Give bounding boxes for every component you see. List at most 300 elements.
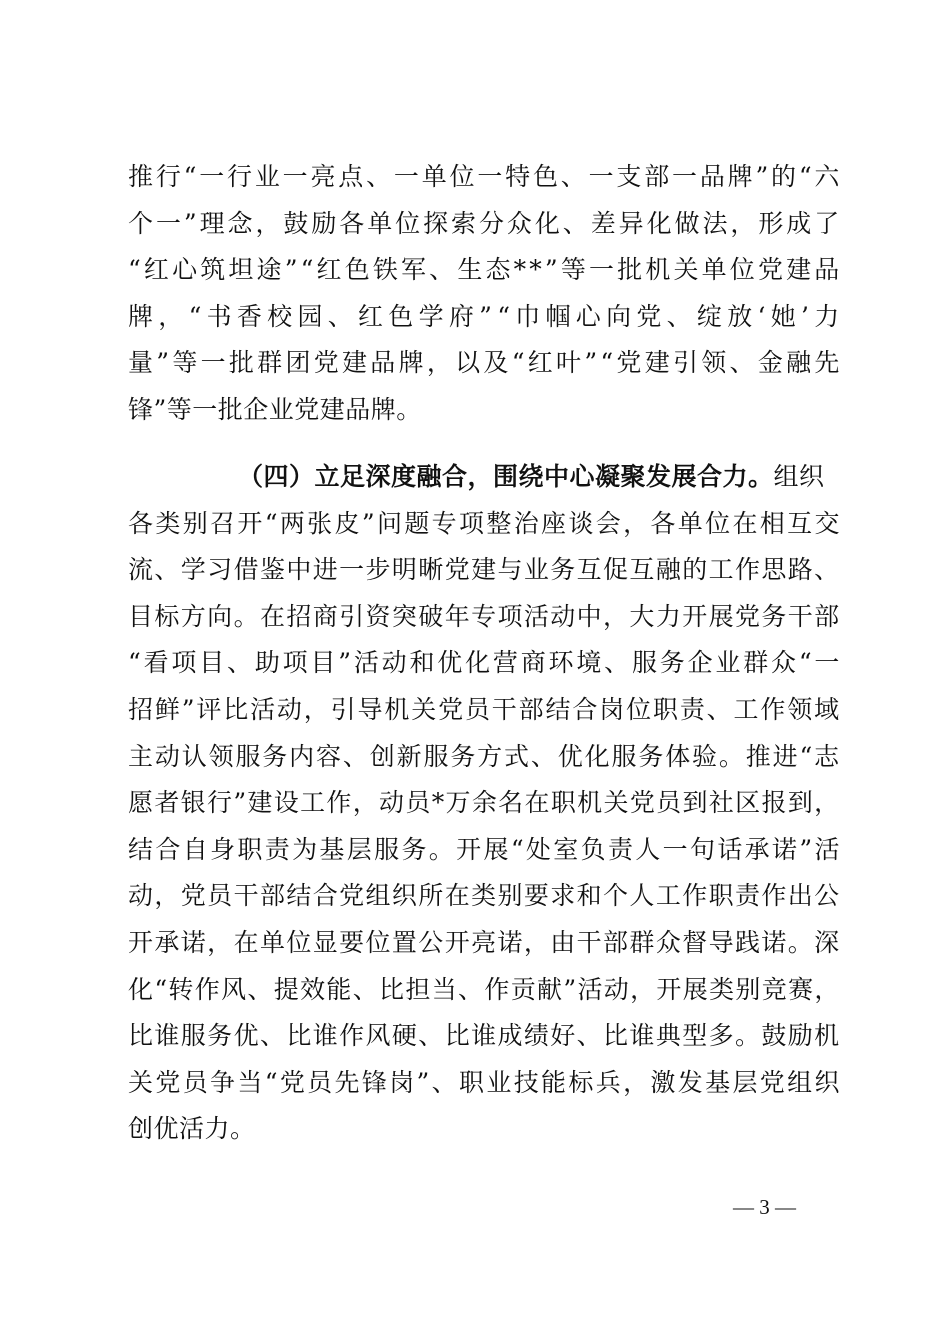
glyph: 诺: [761, 927, 787, 957]
glyph: 比: [286, 1021, 312, 1051]
glyph: 中: [576, 601, 603, 631]
glyph: 动: [379, 788, 405, 818]
glyph: 目: [199, 648, 225, 678]
glyph: 由: [550, 927, 576, 957]
glyph: 动: [603, 974, 630, 1004]
glyph: 别: [735, 974, 761, 1004]
glyph: 品: [699, 162, 726, 191]
glyph: 出: [787, 881, 814, 911]
glyph: 金: [757, 348, 784, 378]
glyph: 园: [297, 301, 323, 331]
glyph: ，: [603, 601, 629, 631]
glyph: 业: [486, 1067, 512, 1097]
glyph: 、: [342, 741, 369, 771]
glyph: ”: [755, 162, 769, 191]
glyph: 干: [576, 927, 603, 957]
glyph: 贡: [510, 974, 537, 1004]
glyph: 干: [233, 881, 260, 911]
glyph: 务: [401, 834, 427, 864]
glyph: 名: [498, 788, 524, 818]
text-line: [128, 827, 840, 874]
glyph: 人: [635, 834, 661, 864]
glyph: 践: [734, 927, 761, 957]
glyph: 各: [650, 508, 676, 538]
glyph: 商: [312, 601, 339, 631]
glyph: 相: [759, 508, 786, 538]
glyph: 鲜: [154, 694, 181, 724]
glyph: 座: [541, 508, 567, 538]
glyph: 能: [326, 974, 352, 1004]
glyph: 域: [814, 694, 840, 724]
glyph: 索: [451, 208, 477, 238]
glyph: 余: [471, 788, 498, 818]
glyph: 会: [595, 508, 622, 538]
glyph: 特: [505, 162, 531, 191]
glyph: 心: [575, 301, 602, 331]
glyph: 铁: [372, 255, 399, 285]
glyph: 员: [405, 788, 431, 818]
text-line: [128, 154, 840, 201]
text-line: [128, 201, 840, 248]
glyph: 合: [155, 834, 181, 864]
glyph: 一: [393, 162, 420, 191]
glyph: 职: [708, 881, 735, 911]
text-line: [128, 247, 840, 294]
glyph: 思: [761, 555, 787, 585]
glyph: 区: [735, 788, 761, 818]
glyph: 责: [734, 881, 761, 911]
glyph: 部: [644, 162, 670, 191]
glyph: 念: [227, 208, 254, 238]
glyph: 服: [423, 741, 449, 771]
text-line: [128, 780, 840, 827]
text-line: [128, 967, 840, 1014]
glyph: ”: [181, 694, 195, 724]
glyph: 评: [196, 694, 222, 724]
glyph: 服: [235, 741, 261, 771]
glyph: 环: [548, 648, 575, 678]
glyph: 品: [370, 348, 396, 378]
text-line: [128, 640, 840, 687]
glyph: 开: [128, 927, 154, 957]
glyph: 动: [154, 741, 181, 771]
glyph: 开: [456, 834, 482, 864]
glyph: 互: [576, 555, 603, 585]
glyph: “: [264, 508, 278, 538]
glyph: 各: [128, 508, 154, 538]
glyph: 处: [525, 834, 552, 864]
glyph: ”: [361, 508, 376, 538]
glyph: 向: [606, 301, 632, 331]
glyph: 结: [286, 881, 312, 911]
glyph: 党: [616, 348, 642, 378]
glyph: 支: [616, 162, 642, 191]
glyph: 绩: [523, 1021, 550, 1051]
glyph: 员: [307, 1067, 333, 1097]
glyph: 学: [418, 301, 445, 331]
glyph: 党: [279, 1067, 306, 1097]
glyph: 锋: [361, 1067, 388, 1097]
glyph: 部: [259, 881, 286, 911]
glyph: 岗: [389, 1067, 415, 1097]
glyph: 谁: [154, 1021, 180, 1051]
glyph: “: [264, 1067, 278, 1097]
glyph: 一: [339, 555, 365, 585]
glyph: 推: [128, 162, 154, 191]
glyph: 与: [497, 555, 523, 585]
glyph: 党: [636, 301, 662, 331]
glyph: 群: [257, 348, 283, 378]
glyph: 法: [702, 208, 728, 238]
glyph: 、: [429, 255, 455, 285]
glyph: 开: [237, 508, 263, 538]
glyph: 党: [734, 601, 761, 631]
glyph: 当: [237, 1067, 263, 1097]
glyph: 校: [267, 301, 293, 331]
glyph: 比: [603, 1021, 629, 1051]
glyph: 府: [448, 301, 475, 331]
glyph: 批: [228, 348, 255, 378]
glyph: “: [511, 348, 525, 378]
glyph: 结: [545, 694, 572, 724]
glyph: 竞: [761, 974, 788, 1004]
glyph: 、: [431, 1067, 458, 1097]
glyph: 一: [200, 348, 227, 378]
glyph: 人: [629, 881, 655, 911]
glyph: 员: [182, 1067, 209, 1097]
glyph: 项: [282, 648, 309, 678]
glyph: “: [300, 255, 314, 285]
glyph: 好: [550, 1021, 576, 1051]
glyph: ”: [156, 348, 170, 378]
glyph: 硬: [391, 1021, 418, 1051]
glyph: 员: [207, 881, 233, 911]
glyph: 活: [814, 834, 840, 864]
glyph: 晰: [418, 555, 444, 585]
glyph: 融: [655, 555, 682, 585]
glyph: 织: [814, 1067, 840, 1097]
glyph: 色: [388, 301, 414, 331]
glyph: 类: [471, 881, 497, 911]
glyph: “: [128, 648, 142, 678]
glyph: 先: [334, 1067, 361, 1097]
glyph: 典: [655, 1021, 682, 1051]
glyph: 商: [520, 648, 547, 678]
glyph: 步: [365, 555, 392, 585]
glyph: 和: [409, 648, 435, 678]
glyph: 互: [629, 555, 655, 585]
glyph: 风: [221, 974, 247, 1004]
glyph: 公: [814, 881, 840, 911]
glyph: 务: [638, 741, 664, 771]
glyph: 深: [814, 927, 840, 957]
glyph: 显: [312, 927, 339, 957]
glyph: 党: [444, 555, 471, 585]
glyph: 工: [655, 881, 682, 911]
glyph: 组: [365, 881, 392, 911]
glyph: 她: [770, 301, 797, 331]
glyph: 、: [666, 301, 693, 331]
glyph: 营: [492, 648, 519, 678]
glyph: 专: [431, 508, 458, 538]
text-line: [128, 547, 840, 594]
glyph: 党: [759, 1067, 786, 1097]
glyph: 途: [256, 255, 283, 285]
paragraph-integration: [128, 454, 840, 1153]
glyph: 牌: [128, 301, 154, 331]
glyph: 责: [679, 694, 706, 724]
glyph: 一: [589, 255, 615, 285]
text-line: [128, 294, 840, 341]
glyph: 党: [339, 881, 365, 911]
glyph: 在: [732, 508, 758, 538]
glyph: 导: [708, 927, 735, 957]
glyph: 引: [330, 694, 357, 724]
glyph: 党: [313, 348, 340, 378]
glyph: 务: [761, 601, 787, 631]
glyph: 员: [656, 788, 682, 818]
glyph: 服: [374, 834, 400, 864]
glyph: 品: [814, 255, 840, 285]
glyph: ，: [426, 348, 453, 378]
glyph: 活: [353, 648, 380, 678]
glyph: 互: [787, 508, 813, 538]
glyph: 领: [208, 741, 235, 771]
glyph: 点: [338, 162, 364, 191]
glyph: 引: [339, 601, 365, 631]
glyph: 、: [259, 1021, 286, 1051]
text-line-last: 创优活力。: [128, 1114, 256, 1144]
glyph: 六: [814, 162, 840, 191]
glyph: 为: [292, 834, 318, 864]
glyph: 职: [550, 788, 577, 818]
glyph: 红: [316, 255, 343, 285]
glyph: 鼓: [761, 1021, 787, 1051]
glyph: 红: [358, 301, 384, 331]
glyph: 单: [701, 255, 728, 285]
glyph: 、: [562, 208, 589, 238]
glyph: 展: [682, 974, 709, 1004]
glyph: 的: [682, 555, 708, 585]
glyph: 筑: [200, 255, 226, 285]
glyph: 关: [411, 694, 437, 724]
glyph: 展: [708, 601, 735, 631]
glyph: 动: [128, 881, 154, 911]
glyph: 问: [376, 508, 403, 538]
glyph: 作: [761, 881, 787, 911]
glyph: 向: [207, 601, 233, 631]
glyph: 治: [513, 508, 540, 538]
glyph: 组: [787, 1067, 813, 1097]
glyph: 求: [550, 881, 576, 911]
glyph: 成: [497, 1021, 523, 1051]
text-line: [128, 1060, 840, 1107]
glyph: 、: [706, 694, 733, 724]
glyph: 关: [603, 788, 629, 818]
glyph: 体: [665, 741, 691, 771]
glyph: ，: [814, 974, 840, 1004]
glyph: 。: [787, 927, 814, 957]
glyph: 亮: [471, 927, 497, 957]
glyph: ，: [158, 301, 184, 331]
glyph: 位: [705, 508, 731, 538]
glyph: 要: [339, 927, 365, 957]
glyph: “: [799, 741, 813, 771]
glyph: 发: [677, 1067, 704, 1097]
glyph: 。: [428, 834, 455, 864]
glyph: 话: [717, 834, 743, 864]
glyph: 破: [418, 601, 444, 631]
glyph: 分: [478, 208, 505, 238]
glyph: 作: [484, 974, 510, 1004]
glyph: 做: [674, 208, 701, 238]
glyph: ，: [623, 508, 649, 538]
glyph: 句: [689, 834, 716, 864]
glyph: 作: [194, 974, 221, 1004]
glyph: 学: [180, 555, 207, 585]
glyph: 红: [527, 348, 554, 378]
glyph: 置: [391, 927, 418, 957]
glyph: 、: [247, 974, 273, 1004]
glyph: 方: [477, 741, 503, 771]
glyph: ，: [154, 881, 180, 911]
glyph: 工: [733, 694, 760, 724]
glyph: ，: [207, 927, 233, 957]
glyph: 交: [814, 508, 840, 538]
glyph: 责: [264, 834, 291, 864]
glyph: 、: [327, 301, 354, 331]
glyph: 机: [814, 1021, 840, 1051]
glyph: 专: [471, 601, 497, 631]
glyph: 比: [223, 694, 249, 724]
glyph: 式: [504, 741, 530, 771]
glyph: 机: [577, 788, 603, 818]
glyph: 作: [682, 881, 708, 911]
glyph: “: [188, 301, 202, 331]
glyph: 党: [180, 881, 207, 911]
glyph: 银: [180, 788, 207, 818]
glyph: 流: [128, 555, 154, 585]
glyph: 项: [497, 601, 523, 631]
glyph: 帼: [545, 301, 572, 331]
glyph: ，: [630, 974, 656, 1004]
glyph: 题: [404, 508, 430, 538]
glyph: 心: [172, 255, 198, 285]
glyph: 化: [128, 974, 154, 1004]
glyph: 、: [352, 974, 379, 1004]
glyph: 报: [761, 788, 787, 818]
glyph: 务: [207, 1021, 233, 1051]
text-line: [128, 734, 840, 781]
glyph: “: [798, 648, 813, 678]
glyph: 合: [572, 694, 598, 724]
glyph: 。: [718, 741, 745, 771]
glyph: 众: [771, 648, 797, 678]
glyph: 、: [154, 555, 180, 585]
glyph: 、: [560, 162, 587, 191]
glyph: 、: [814, 555, 840, 585]
glyph: ”: [584, 348, 598, 378]
glyph: 务: [659, 648, 686, 678]
text-line-first: [128, 454, 840, 501]
glyph: 技: [513, 1067, 540, 1097]
text-line: [128, 594, 840, 641]
glyph: 巾: [515, 301, 541, 331]
glyph: 鼓: [283, 208, 309, 238]
glyph: 批: [617, 255, 643, 285]
glyph: “: [128, 255, 142, 285]
glyph: 开: [682, 601, 708, 631]
glyph: ”: [479, 301, 493, 331]
glyph: 励: [787, 1021, 814, 1051]
glyph: 类: [709, 974, 735, 1004]
glyph: 张: [307, 508, 333, 538]
text-line: [128, 920, 840, 967]
glyph: 进: [312, 555, 339, 585]
glyph: 、: [366, 162, 392, 191]
glyph: 的: [771, 162, 797, 191]
glyph: 位: [365, 927, 392, 957]
glyph: 务: [450, 741, 476, 771]
glyph: *: [431, 788, 445, 818]
glyph: 化: [534, 208, 561, 238]
glyph: 行: [155, 162, 182, 191]
glyph: 态: [485, 255, 511, 285]
glyph: 进: [772, 741, 799, 771]
glyph: 争: [210, 1067, 236, 1097]
glyph: 担: [405, 974, 431, 1004]
glyph: 多: [708, 1021, 735, 1051]
glyph: 位: [626, 694, 652, 724]
glyph: 比: [379, 974, 405, 1004]
glyph: ”: [233, 788, 247, 818]
glyph: 各: [339, 208, 365, 238]
glyph: ，: [730, 208, 756, 238]
glyph: 团: [285, 348, 311, 378]
text-line: [128, 340, 840, 387]
glyph: 资: [365, 601, 392, 631]
glyph: 承: [154, 927, 180, 957]
glyph: 层: [732, 1067, 758, 1097]
glyph: 建: [247, 788, 273, 818]
glyph: “: [600, 348, 614, 378]
glyph: “: [497, 301, 511, 331]
glyph: 作: [734, 555, 761, 585]
glyph: 机: [384, 694, 410, 724]
glyph: 坦: [228, 255, 254, 285]
glyph: “: [510, 834, 525, 864]
glyph: 。: [734, 1021, 761, 1051]
glyph: 室: [553, 834, 579, 864]
glyph: 化: [465, 648, 491, 678]
glyph: 境: [576, 648, 602, 678]
glyph: 作: [339, 1021, 365, 1051]
glyph: 党: [155, 1067, 181, 1097]
glyph: 路: [787, 555, 814, 585]
glyph: 关: [128, 1067, 154, 1097]
glyph: 领: [701, 348, 727, 378]
glyph: 负: [580, 834, 607, 864]
glyph: 一: [588, 162, 615, 191]
glyph: 、: [576, 1021, 603, 1051]
glyph: 诺: [772, 834, 798, 864]
glyph: ，: [523, 927, 550, 957]
glyph: 突: [391, 601, 418, 631]
glyph: 认: [181, 741, 208, 771]
glyph: 提: [273, 974, 300, 1004]
glyph: 项: [171, 648, 197, 678]
glyph: 牌: [727, 162, 754, 191]
